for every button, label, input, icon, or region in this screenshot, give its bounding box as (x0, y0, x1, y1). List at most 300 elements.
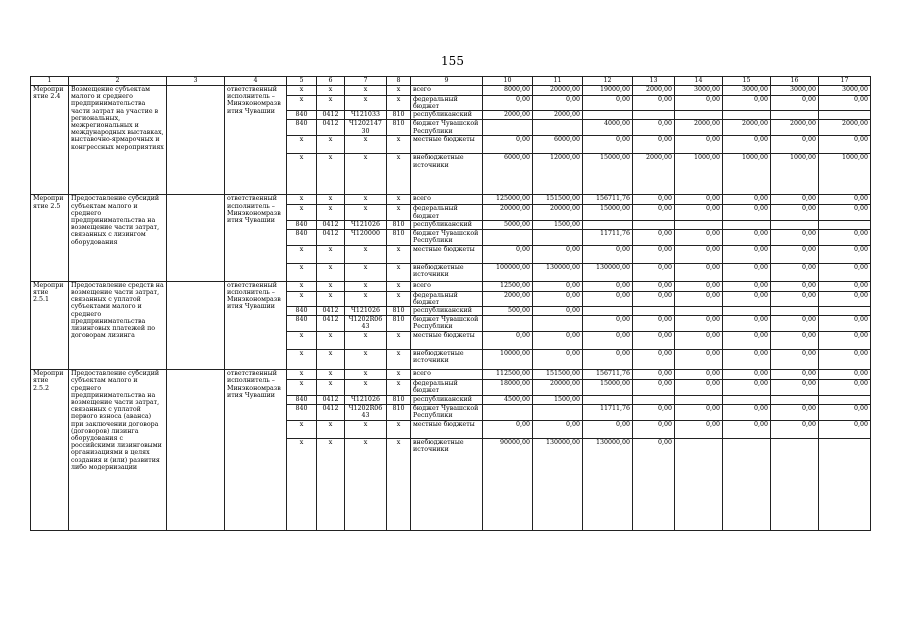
value-cell: Ч121033 (345, 111, 387, 120)
value-cell: 0,00 (723, 380, 771, 395)
value-cell: 840 (287, 220, 317, 229)
value-cell: x (387, 154, 411, 195)
value-cell: 0,00 (675, 350, 723, 370)
value-cell: 1000,00 (723, 154, 771, 195)
value-cell: 0,00 (723, 281, 771, 291)
value-cell (583, 220, 633, 229)
value-cell: 0,00 (819, 229, 871, 245)
value-cell: 840 (287, 120, 317, 136)
value-cell: 20000,00 (483, 205, 533, 220)
value-cell: x (387, 291, 411, 306)
value-cell: x (345, 291, 387, 306)
value-cell: Ч121026 (345, 220, 387, 229)
value-cell: x (345, 350, 387, 370)
value-cell (533, 316, 583, 332)
value-cell: x (345, 96, 387, 111)
value-cell: 0,00 (771, 263, 819, 281)
value-cell: 112500,00 (483, 370, 533, 380)
column-header: 1 (31, 77, 69, 86)
value-cell (483, 316, 533, 332)
value-cell: 90000,00 (483, 438, 533, 530)
value-cell: 0,00 (723, 245, 771, 263)
value-cell: 12000,00 (533, 154, 583, 195)
value-cell: 11711,76 (583, 229, 633, 245)
value-cell: 0,00 (819, 370, 871, 380)
value-cell: 151500,00 (533, 195, 583, 205)
value-cell: Ч1202R06 43 (345, 404, 387, 420)
value-cell: 0,00 (819, 380, 871, 395)
value-cell: 0,00 (633, 370, 675, 380)
value-cell: 0,00 (675, 316, 723, 332)
value-cell: x (287, 420, 317, 438)
column-header: 8 (387, 77, 411, 86)
value-cell: 2000,00 (723, 120, 771, 136)
value-cell: 0412 (317, 316, 345, 332)
value-cell: x (317, 281, 345, 291)
value-cell: x (345, 420, 387, 438)
value-cell: 1000,00 (819, 154, 871, 195)
value-cell: 840 (287, 111, 317, 120)
value-cell: x (317, 205, 345, 220)
value-cell: 0,00 (633, 96, 675, 111)
value-cell: x (387, 205, 411, 220)
value-cell: 15000,00 (583, 205, 633, 220)
value-cell: 0,00 (675, 245, 723, 263)
value-cell: 2000,00 (675, 120, 723, 136)
value-cell: x (345, 195, 387, 205)
value-cell: 2000,00 (633, 86, 675, 96)
value-cell: 0,00 (583, 281, 633, 291)
value-cell: x (317, 136, 345, 154)
value-cell: 0,00 (633, 136, 675, 154)
value-cell: 130000,00 (583, 263, 633, 281)
value-cell: x (317, 420, 345, 438)
value-cell: x (387, 136, 411, 154)
value-cell: 840 (287, 316, 317, 332)
value-cell: 0,00 (633, 120, 675, 136)
value-cell: 0,00 (675, 380, 723, 395)
value-cell: x (345, 263, 387, 281)
measure-cell: Мероприятие 2.5.2 (31, 370, 69, 530)
empty-cell (167, 86, 225, 195)
value-cell: x (317, 96, 345, 111)
value-cell: 1500,00 (533, 220, 583, 229)
value-cell: 0,00 (533, 332, 583, 350)
value-cell: 0,00 (723, 263, 771, 281)
value-cell: x (317, 380, 345, 395)
funding-source-cell: внебюджетные источники (411, 350, 483, 370)
value-cell: x (317, 291, 345, 306)
value-cell: 0,00 (483, 245, 533, 263)
value-cell: 0412 (317, 307, 345, 316)
value-cell: 0,00 (675, 332, 723, 350)
value-cell (633, 395, 675, 404)
value-cell: 156711,76 (583, 195, 633, 205)
value-cell: x (387, 195, 411, 205)
value-cell: x (317, 195, 345, 205)
value-cell: 10000,00 (483, 350, 533, 370)
value-cell: x (317, 86, 345, 96)
value-cell: 0,00 (723, 229, 771, 245)
value-cell: 20000,00 (533, 205, 583, 220)
value-cell (723, 111, 771, 120)
value-cell (675, 438, 723, 530)
value-cell: 0,00 (675, 136, 723, 154)
funding-source-cell: республиканский (411, 111, 483, 120)
value-cell: 0,00 (723, 205, 771, 220)
funding-source-cell: федеральный бюджет (411, 96, 483, 111)
value-cell: 0,00 (771, 316, 819, 332)
executor-cell: ответственный исполнитель – Минэкономразвития Чувашии (225, 86, 287, 195)
value-cell: 0,00 (583, 316, 633, 332)
value-cell: 1000,00 (771, 154, 819, 195)
value-cell: x (317, 370, 345, 380)
column-header: 13 (633, 77, 675, 86)
measure-cell: Мероприятие 2.4 (31, 86, 69, 195)
funding-source-cell: всего (411, 86, 483, 96)
value-cell: 2000,00 (533, 111, 583, 120)
value-cell: 151500,00 (533, 370, 583, 380)
value-cell: 0,00 (583, 332, 633, 350)
value-cell: x (287, 291, 317, 306)
value-cell: 0,00 (483, 96, 533, 111)
value-cell: 0412 (317, 404, 345, 420)
value-cell: 0,00 (633, 291, 675, 306)
measure-cell: Мероприятие 2.5.1 (31, 281, 69, 369)
value-cell: 0,00 (533, 281, 583, 291)
value-cell: x (387, 438, 411, 530)
value-cell: Ч120000 (345, 229, 387, 245)
value-cell: 840 (287, 307, 317, 316)
executor-cell: ответственный исполнитель – Минэкономразвития Чувашии (225, 281, 287, 369)
value-cell: 156711,76 (583, 370, 633, 380)
empty-cell (167, 370, 225, 530)
value-cell (819, 307, 871, 316)
value-cell: 810 (387, 395, 411, 404)
value-cell: 0,00 (633, 380, 675, 395)
value-cell (483, 404, 533, 420)
column-header: 10 (483, 77, 533, 86)
empty-cell (167, 195, 225, 281)
funding-source-cell: федеральный бюджет (411, 380, 483, 395)
value-cell: x (287, 350, 317, 370)
description-cell: Возмещение субъектам малого и среднего предпринимательства части затрат на участие в региональных, межрегиональных и международных выставках, выставочно-ярмарочных и конгрессных мероприятиях (69, 86, 167, 195)
value-cell: 0,00 (633, 229, 675, 245)
funding-source-cell: федеральный бюджет (411, 205, 483, 220)
value-cell: 0,00 (675, 263, 723, 281)
value-cell: 0,00 (771, 370, 819, 380)
value-cell: 100000,00 (483, 263, 533, 281)
funding-source-cell: республиканский (411, 220, 483, 229)
value-cell: 0,00 (675, 96, 723, 111)
column-header: 6 (317, 77, 345, 86)
value-cell (533, 120, 583, 136)
column-header: 11 (533, 77, 583, 86)
value-cell: 810 (387, 316, 411, 332)
value-cell: 0,00 (819, 291, 871, 306)
value-cell: x (387, 263, 411, 281)
value-cell: x (345, 86, 387, 96)
value-cell (583, 307, 633, 316)
value-cell: 20000,00 (533, 380, 583, 395)
value-cell: 3000,00 (771, 86, 819, 96)
value-cell: 11711,76 (583, 404, 633, 420)
description-cell: Предоставление субсидий субъектам малого и среднего предпринимательства на возмещение части затрат, связанных с уплатой первого взноса (аванса) при заключении договора (договоров) лизинга оборудования с российскими лизинговыми организациями в целях создания и (или) развития либо модернизации (69, 370, 167, 530)
value-cell: x (287, 380, 317, 395)
value-cell: 125000,00 (483, 195, 533, 205)
value-cell (771, 220, 819, 229)
value-cell (633, 220, 675, 229)
value-cell: 0,00 (675, 291, 723, 306)
value-cell: 0,00 (633, 350, 675, 370)
value-cell: x (317, 350, 345, 370)
value-cell: 8000,00 (483, 86, 533, 96)
value-cell: 0,00 (533, 350, 583, 370)
column-header: 5 (287, 77, 317, 86)
value-cell: 0,00 (771, 350, 819, 370)
funding-source-cell: местные бюджеты (411, 332, 483, 350)
value-cell: 0,00 (633, 245, 675, 263)
value-cell: 3000,00 (819, 86, 871, 96)
value-cell: 0,00 (583, 420, 633, 438)
funding-source-cell: республиканский (411, 395, 483, 404)
value-cell: 0412 (317, 395, 345, 404)
column-header: 2 (69, 77, 167, 86)
value-cell: 810 (387, 111, 411, 120)
value-cell: x (287, 96, 317, 111)
value-cell: x (287, 205, 317, 220)
value-cell: 0,00 (633, 404, 675, 420)
value-cell: 0,00 (723, 136, 771, 154)
value-cell: x (387, 420, 411, 438)
value-cell: 0,00 (723, 316, 771, 332)
funding-source-cell: республиканский (411, 307, 483, 316)
value-cell: 0,00 (819, 205, 871, 220)
funding-source-cell: всего (411, 281, 483, 291)
value-cell: 0,00 (819, 350, 871, 370)
measure-cell: Мероприятие 2.5 (31, 195, 69, 281)
value-cell: 0,00 (819, 316, 871, 332)
value-cell: 15000,00 (583, 380, 633, 395)
funding-source-cell: местные бюджеты (411, 420, 483, 438)
value-cell: 0,00 (771, 96, 819, 111)
value-cell: x (345, 281, 387, 291)
value-cell: 0,00 (819, 136, 871, 154)
value-cell: x (287, 86, 317, 96)
value-cell (819, 220, 871, 229)
description-cell: Предоставление средств на возмещение части затрат, связанных с уплатой субъектами малого и среднего предпринимательства лизинговых платежей по договорам лизинга (69, 281, 167, 369)
column-header: 17 (819, 77, 871, 86)
value-cell: 0,00 (533, 291, 583, 306)
value-cell (483, 229, 533, 245)
value-cell: 5000,00 (483, 220, 533, 229)
value-cell: x (345, 380, 387, 395)
value-cell: 0,00 (771, 380, 819, 395)
funding-source-cell: внебюджетные источники (411, 438, 483, 530)
value-cell: 0,00 (633, 332, 675, 350)
value-cell: x (287, 263, 317, 281)
value-cell: x (345, 154, 387, 195)
value-cell (675, 220, 723, 229)
value-cell: Ч121026 (345, 395, 387, 404)
funding-source-cell: местные бюджеты (411, 245, 483, 263)
value-cell: x (387, 350, 411, 370)
value-cell: 0,00 (583, 96, 633, 111)
value-cell: x (317, 263, 345, 281)
value-cell: x (317, 154, 345, 195)
value-cell (771, 395, 819, 404)
value-cell: 810 (387, 120, 411, 136)
value-cell: 0,00 (633, 316, 675, 332)
value-cell: 0,00 (583, 350, 633, 370)
value-cell: x (287, 438, 317, 530)
value-cell: x (287, 195, 317, 205)
value-cell (723, 438, 771, 530)
value-cell: 0,00 (819, 245, 871, 263)
value-cell (583, 111, 633, 120)
value-cell: 0,00 (771, 281, 819, 291)
value-cell: x (317, 332, 345, 350)
value-cell (533, 404, 583, 420)
value-cell: x (345, 332, 387, 350)
value-cell: 0,00 (771, 291, 819, 306)
value-cell: 1000,00 (675, 154, 723, 195)
value-cell: 6000,00 (483, 154, 533, 195)
value-cell: 0,00 (675, 195, 723, 205)
value-cell (675, 395, 723, 404)
value-cell (771, 307, 819, 316)
table-row (31, 281, 871, 291)
value-cell: 0,00 (633, 438, 675, 530)
value-cell: 18000,00 (483, 380, 533, 395)
value-cell: 0,00 (819, 195, 871, 205)
value-cell: x (287, 245, 317, 263)
table-row (31, 370, 871, 380)
funding-source-cell: федеральный бюджет (411, 291, 483, 306)
value-cell (819, 395, 871, 404)
value-cell: 0,00 (483, 420, 533, 438)
value-cell (723, 307, 771, 316)
value-cell: 4500,00 (483, 395, 533, 404)
value-cell: 0,00 (723, 96, 771, 111)
value-cell: Ч121026 (345, 307, 387, 316)
value-cell: x (387, 96, 411, 111)
value-cell: 0,00 (583, 136, 633, 154)
column-header: 9 (411, 77, 483, 86)
value-cell (819, 111, 871, 120)
value-cell: 0412 (317, 229, 345, 245)
value-cell (483, 120, 533, 136)
value-cell: 0,00 (723, 420, 771, 438)
executor-cell: ответственный исполнитель – Минэкономразвития Чувашии (225, 370, 287, 530)
value-cell: 0,00 (771, 332, 819, 350)
value-cell: x (387, 370, 411, 380)
value-cell: 130000,00 (533, 438, 583, 530)
value-cell: 810 (387, 220, 411, 229)
value-cell: 0,00 (583, 245, 633, 263)
page-number: 155 (441, 54, 464, 68)
value-cell: 1500,00 (533, 395, 583, 404)
funding-source-cell: внебюджетные источники (411, 263, 483, 281)
value-cell: x (345, 245, 387, 263)
value-cell: 0,00 (771, 404, 819, 420)
value-cell: 20000,00 (533, 86, 583, 96)
value-cell: 0,00 (771, 205, 819, 220)
value-cell: x (387, 332, 411, 350)
value-cell: 0,00 (533, 96, 583, 111)
value-cell: x (287, 281, 317, 291)
value-cell: 3000,00 (675, 86, 723, 96)
funding-source-cell: бюджет Чувашской Республики (411, 316, 483, 332)
value-cell (723, 395, 771, 404)
funding-source-cell: внебюджетные источники (411, 154, 483, 195)
column-header: 4 (225, 77, 287, 86)
value-cell: 0,00 (819, 281, 871, 291)
value-cell: 15000,00 (583, 154, 633, 195)
value-cell: 4000,00 (583, 120, 633, 136)
value-cell: 0,00 (675, 404, 723, 420)
value-cell (633, 111, 675, 120)
column-header: 16 (771, 77, 819, 86)
value-cell: 19000,00 (583, 86, 633, 96)
empty-cell (167, 281, 225, 369)
funding-source-cell: бюджет Чувашской Республики (411, 229, 483, 245)
value-cell (771, 438, 819, 530)
value-cell: 0,00 (723, 350, 771, 370)
value-cell (675, 307, 723, 316)
value-cell: x (387, 86, 411, 96)
value-cell: 840 (287, 229, 317, 245)
value-cell: 12500,00 (483, 281, 533, 291)
description-cell: Предоставление субсидий субъектам малого и среднего предпринимательства на возмещение части затрат, связанных с лизингом оборудования (69, 195, 167, 281)
value-cell: 0,00 (771, 136, 819, 154)
value-cell: 2000,00 (483, 291, 533, 306)
value-cell: 840 (287, 404, 317, 420)
value-cell: 0,00 (771, 420, 819, 438)
value-cell: 0,00 (723, 195, 771, 205)
table-row (31, 86, 871, 96)
value-cell: x (387, 245, 411, 263)
value-cell: x (387, 380, 411, 395)
value-cell: 0,00 (633, 281, 675, 291)
value-cell: Ч1202R06 43 (345, 316, 387, 332)
value-cell: 810 (387, 229, 411, 245)
column-header: 14 (675, 77, 723, 86)
value-cell: 0,00 (533, 245, 583, 263)
value-cell: 0,00 (675, 205, 723, 220)
value-cell: 2000,00 (633, 154, 675, 195)
column-header: 15 (723, 77, 771, 86)
value-cell: 0,00 (723, 291, 771, 306)
value-cell (723, 220, 771, 229)
value-cell (819, 438, 871, 530)
value-cell: 0,00 (633, 263, 675, 281)
value-cell (675, 111, 723, 120)
value-cell: 2000,00 (771, 120, 819, 136)
value-cell: x (287, 136, 317, 154)
value-cell: 0,00 (633, 205, 675, 220)
value-cell: 0,00 (819, 420, 871, 438)
value-cell: x (317, 438, 345, 530)
value-cell (533, 229, 583, 245)
value-cell: 810 (387, 404, 411, 420)
value-cell: 0,00 (819, 404, 871, 420)
value-cell: Ч1202147 30 (345, 120, 387, 136)
table-row (31, 195, 871, 205)
value-cell: 0,00 (675, 370, 723, 380)
value-cell: x (387, 281, 411, 291)
value-cell: 500,00 (483, 307, 533, 316)
